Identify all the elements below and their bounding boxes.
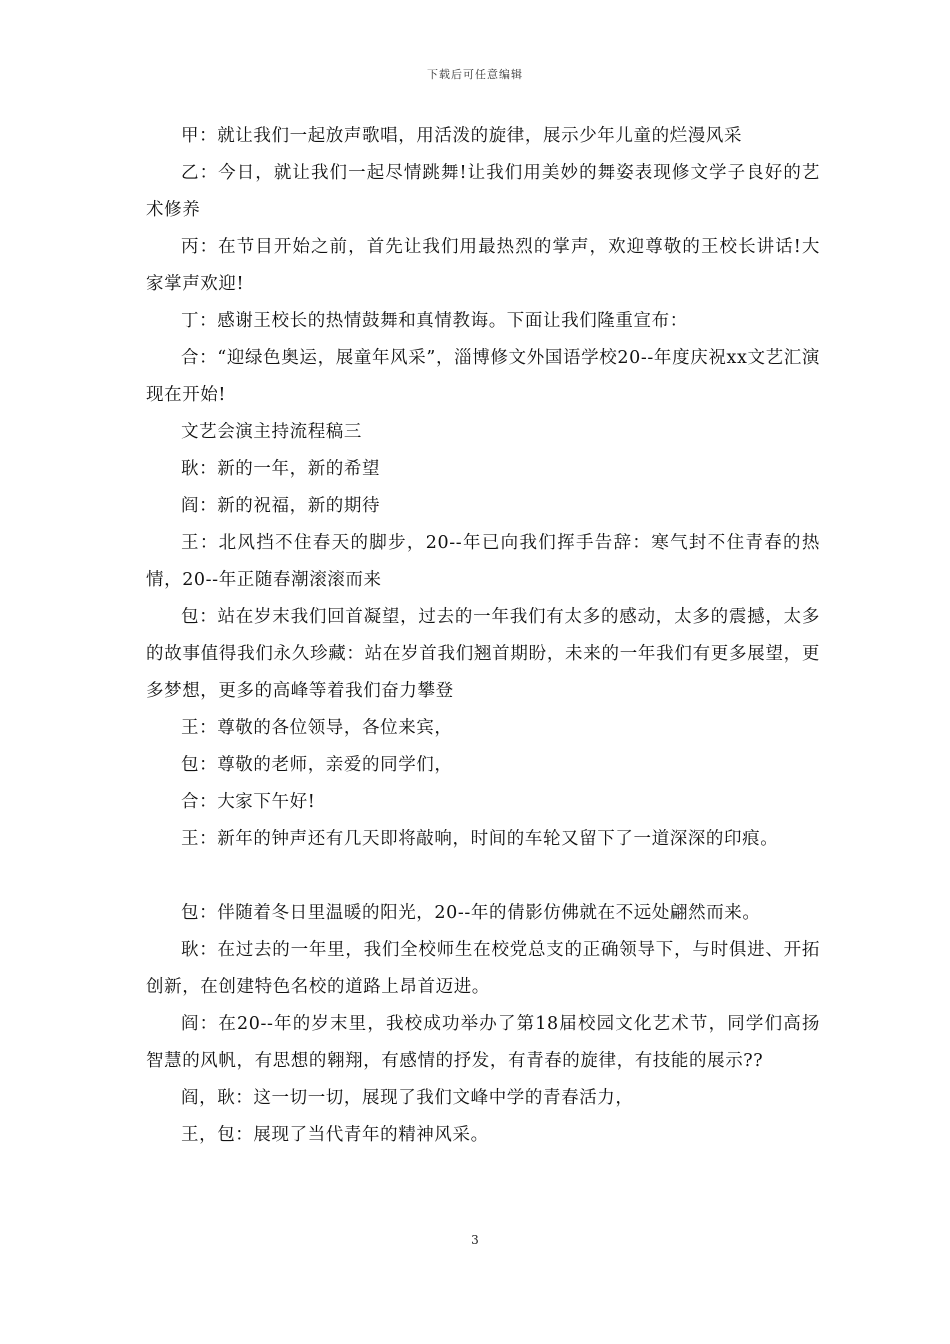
paragraph: 耿：新的一年，新的希望	[181, 459, 381, 479]
paragraph: 阎：在20--年的岁末里，我校成功举办了第18届校园文化艺术节，同学们高扬智慧的风帆，有思想的翱翔，有感情的抒发，有青春的旋律，有技能的展示??	[146, 1014, 820, 1071]
paragraph: 王，包：展现了当代青年的精神风采。	[181, 1125, 489, 1145]
paragraph: 王：北风挡不住春天的脚步，20--年已向我们挥手告辞：寒气封不住青春的热情，20--年正随春潮滚滚而来	[146, 533, 820, 590]
paragraph: 丁：感谢王校长的热情鼓舞和真情教诲。下面让我们隆重宣布：	[181, 311, 688, 331]
paragraph: 丙：在节目开始之前，首先让我们用最热烈的掌声，欢迎尊敬的王校长讲话!大家掌声欢迎!	[146, 237, 820, 294]
paragraph: 包：尊敬的老师，亲爱的同学们，	[181, 755, 453, 775]
page-number: 3	[471, 1233, 479, 1247]
paragraph: 包：站在岁末我们回首凝望，过去的一年我们有太多的感动，太多的震撼，太多的故事值得我们永久珍藏：站在岁首我们翘首期盼，未来的一年我们有更多展望，更多梦想，更多的高峰等着我们奋力攀登	[146, 607, 820, 701]
paragraph: 合：“迎绿色奥运，展童年风采”，淄博修文外国语学校20--年度庆祝xx文艺汇演现在开始!	[146, 348, 820, 405]
paragraph: 阎：新的祝福，新的期待	[181, 496, 381, 516]
paragraph: 合：大家下午好!	[181, 792, 316, 812]
page-header: 下载后可任意编辑	[427, 68, 523, 81]
paragraph: 王：尊敬的各位领导，各位来宾，	[181, 718, 453, 738]
paragraph: 甲：就让我们一起放声歌唱，用活泼的旋律，展示少年儿童的烂漫风采	[181, 126, 743, 146]
section-heading: 文艺会演主持流程稿三	[181, 422, 362, 442]
paragraph: 阎，耿：这一切一切，展现了我们文峰中学的青春活力，	[181, 1088, 634, 1108]
paragraph: 乙：今日，就让我们一起尽情跳舞!让我们用美妙的舞姿表现修文学子良好的艺术修养	[146, 163, 820, 220]
paragraph: 王：新年的钟声还有几天即将敲响，时间的车轮又留下了一道深深的印痕。	[181, 829, 779, 849]
document-body	[146, 118, 820, 1154]
paragraph: 包：伴随着冬日里温暖的阳光，20--年的倩影仿佛就在不远处翩然而来。	[181, 903, 761, 923]
paragraph: 耿：在过去的一年里，我们全校师生在校党总支的正确领导下，与时俱进、开拓创新，在创建特色名校的道路上昂首迈进。	[146, 940, 820, 997]
